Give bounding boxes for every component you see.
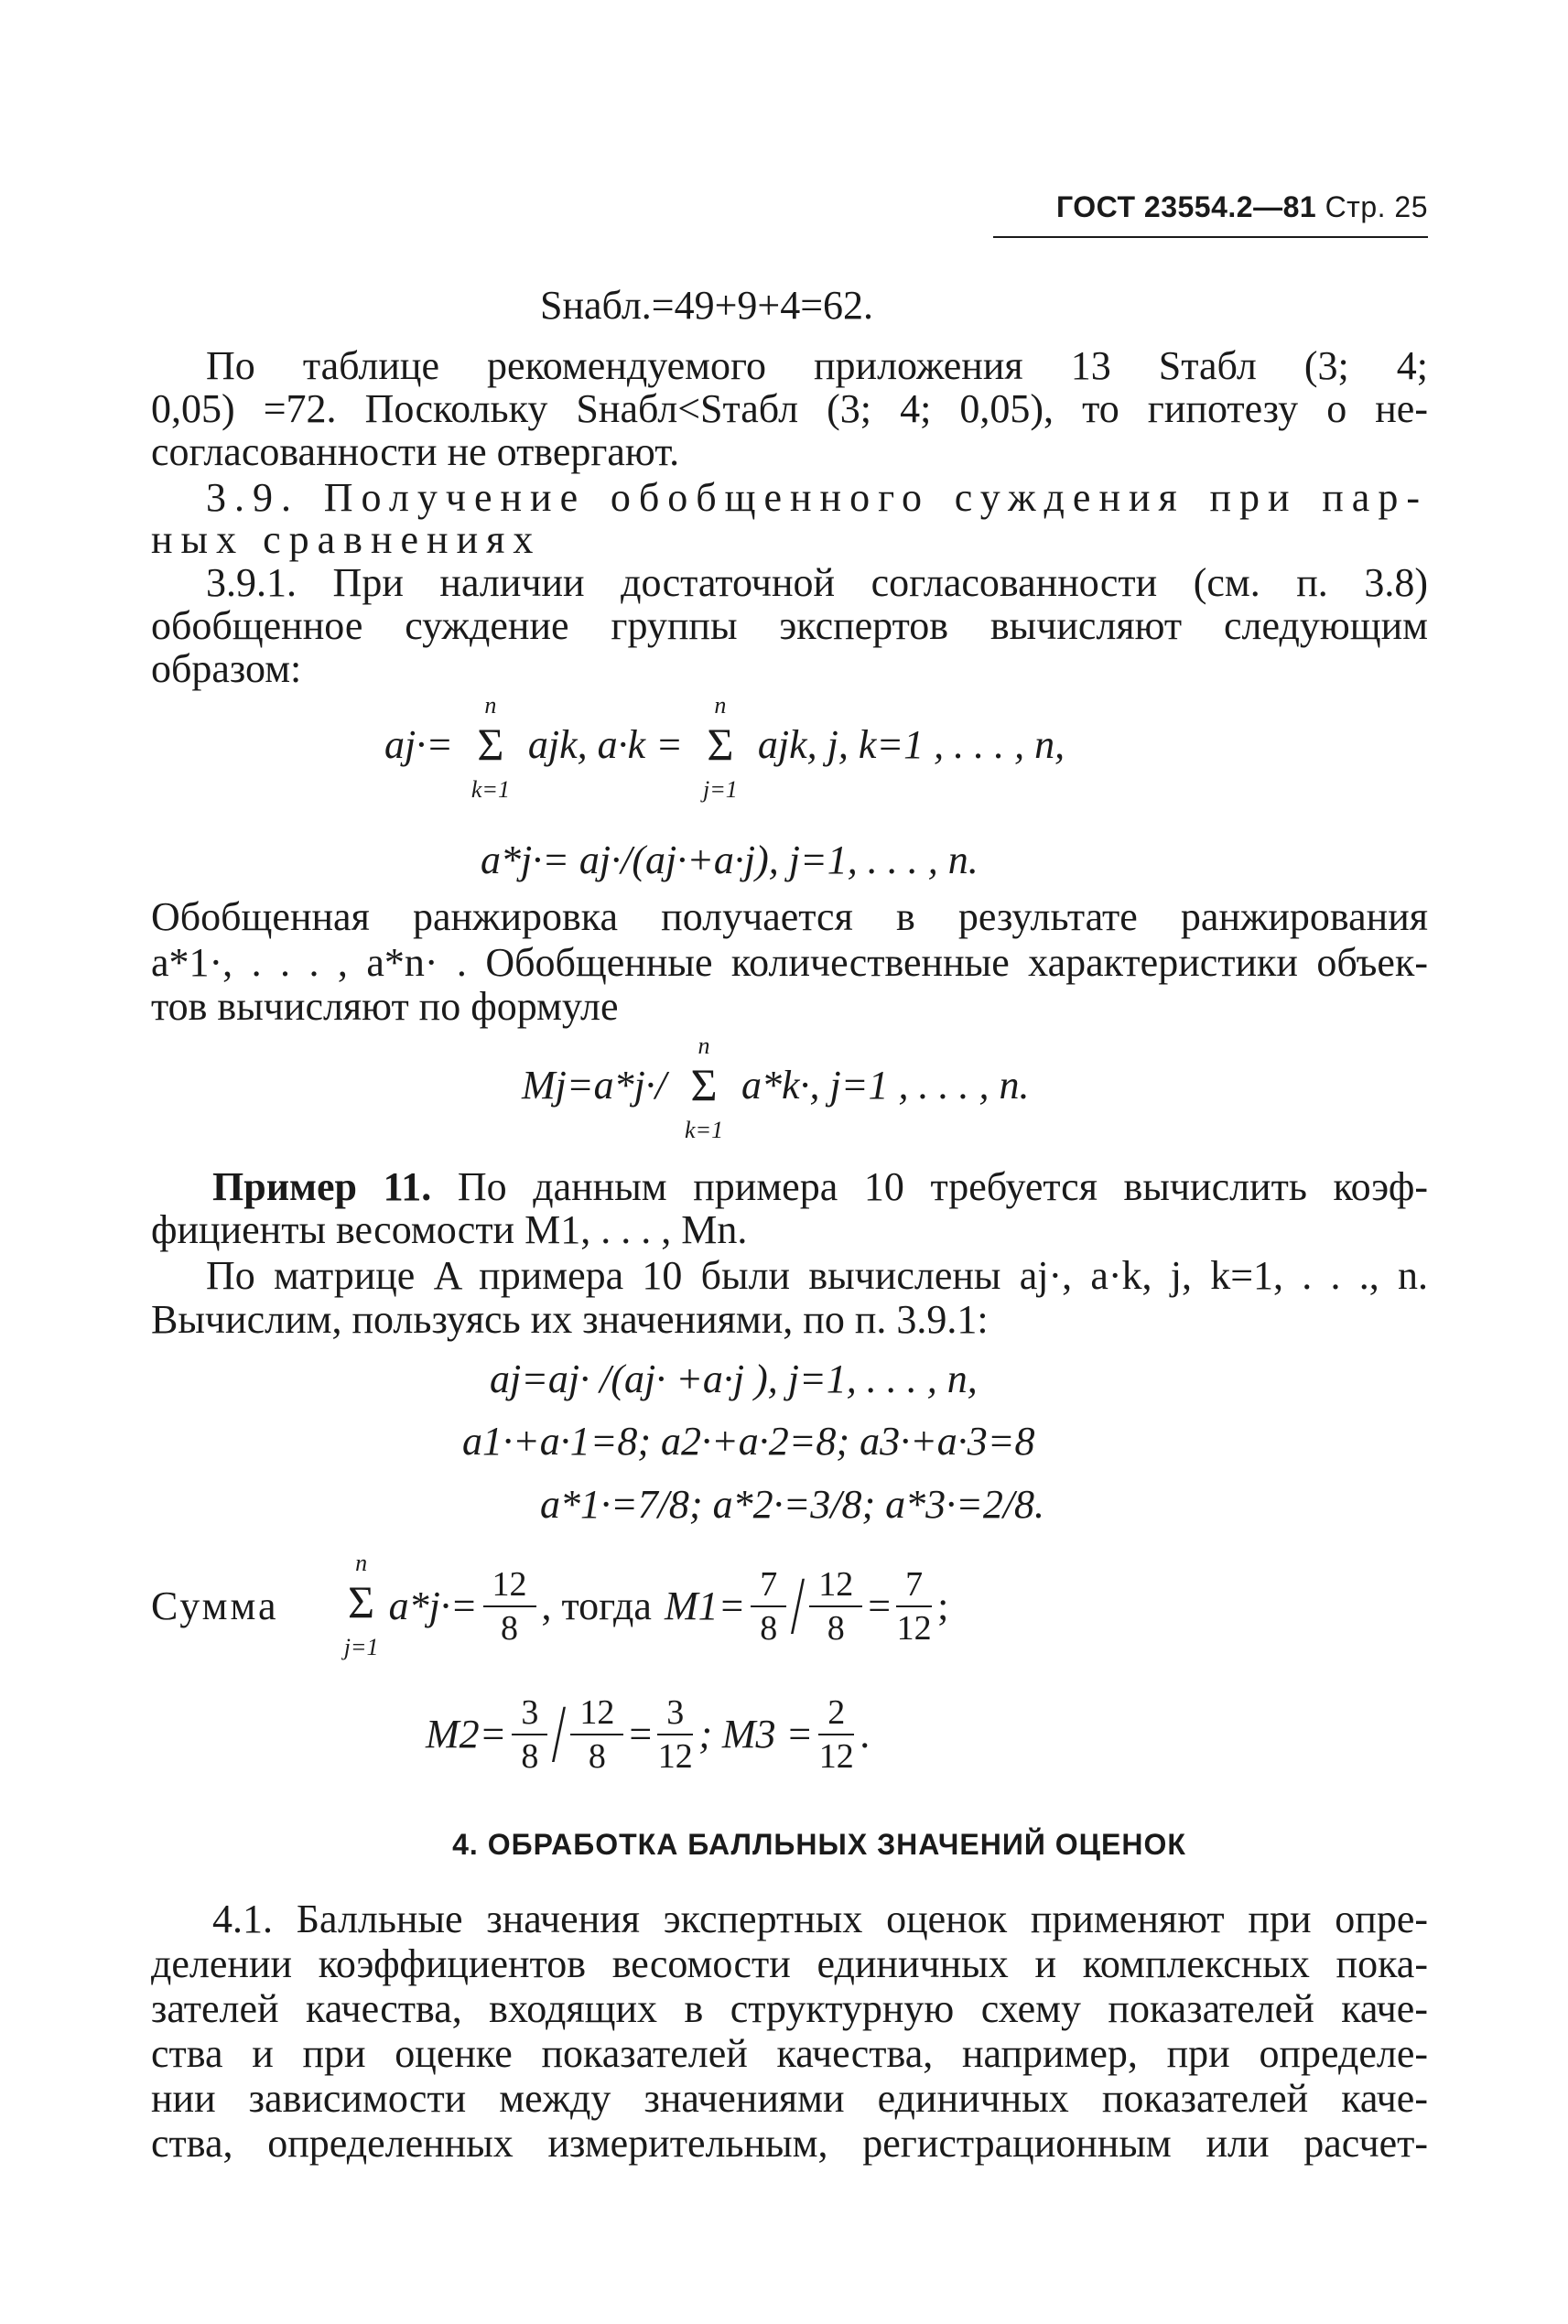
equation-line: aj=aj· /(aj· +a·j ), j=1, . . . , n, <box>490 1357 978 1401</box>
eq-term: ajk, j, k=1 , . . . , n, <box>757 722 1065 768</box>
sum-symbol: n Σ j=1 <box>703 692 738 803</box>
fraction: $\frac{7}{8}$ <box>751 1567 786 1646</box>
section-title: 3.9. Получение обобщенного суждения при пар- <box>206 475 1428 520</box>
equation-weights: Mj=a*j·/ n Σ k=1 a*k·, j=1 , . . . , n. <box>522 1032 1030 1143</box>
fraction: $\frac{7}{12}$ <box>896 1565 932 1648</box>
page-header <box>989 190 1428 224</box>
text-line: a*1·, . . . , a*n· . Обобщенные количественные характеристики объек- <box>151 940 1428 985</box>
equation-line: a1·+a·1=8; a2·+a·2=8; a3·+a·3=8 <box>462 1419 1035 1464</box>
section-title: ных сравнениях <box>151 517 542 562</box>
sum-symbol: n Σ k=1 <box>684 1032 724 1143</box>
text-line: делении коэффициентов весомости единичных и комплексных пока- <box>151 1941 1428 1986</box>
division-slash: / <box>791 1561 806 1651</box>
text-line: Обобщенная ранжировка получается в результате ранжирования <box>151 894 1428 939</box>
text-line: согласованности не отвергают. <box>151 429 680 474</box>
sum-equation: Сумма n Σ j=1 a*j·= $\frac{12}{8}$ , тогда M1= $\frac{7}{8}$ / $\frac{12}{8}$ = $\frac{7}{12}$ ; <box>151 1550 949 1660</box>
fraction: $\frac{12}{8}$ <box>570 1695 623 1774</box>
eq-term: aj·= <box>384 722 463 768</box>
fraction: $\frac{3}{12}$ <box>657 1693 693 1776</box>
text-line: фициенты весомости M1, . . . , Mn. <box>151 1207 748 1252</box>
page-number: Стр. 25 <box>1325 190 1428 223</box>
equation-row-sums <box>384 694 1065 804</box>
equation-normalized: a*j·= aj·/(aj·+a·j), j=1, . . . , n. <box>481 838 979 882</box>
text-line: 3.9.1. При наличии достаточной согласованности (см. п. 3.8) <box>206 560 1428 605</box>
m-equation: M2= $\frac{3}{8}$ / $\frac{12}{8}$ = $\frac{3}{12}$ ; M3 = $\frac{2}{12}$ . <box>426 1689 871 1779</box>
text-line: Вычислим, пользуясь их значениями, по п. 3.9.1: <box>151 1297 989 1342</box>
text-line: 4.1. Балльные значения экспертных оценок применяют при опре- <box>212 1897 1428 1941</box>
text-line: ства и при оценке показателей качества, например, при определе- <box>151 2031 1428 2076</box>
sum-symbol: n Σ j=1 <box>343 1550 379 1660</box>
gost-number: ГОСТ 23554.2—81 <box>1056 190 1317 223</box>
sum-word: Сумма <box>151 1584 279 1628</box>
text-line: По таблице рекомендуемого приложения 13 Sтабл (3; 4; <box>206 343 1428 388</box>
text-line: тов вычисляют по формуле <box>151 984 619 1029</box>
header-rule <box>993 236 1428 238</box>
equation-s-observed: Sнабл.=49+9+4=62. <box>540 283 874 328</box>
example-label: Пример 11. <box>212 1164 432 1209</box>
fraction: $\frac{12}{8}$ <box>483 1567 536 1646</box>
fraction: $\frac{2}{12}$ <box>818 1693 854 1776</box>
equation-line: a*1·=7/8; a*2·=3/8; a*3·=2/8. <box>540 1482 1045 1527</box>
sum-symbol: n Σ k=1 <box>470 692 510 803</box>
fraction: $\frac{12}{8}$ <box>809 1567 862 1646</box>
fraction: $\frac{3}{8}$ <box>512 1695 547 1774</box>
eq-term: ajk, a·k = <box>527 722 693 768</box>
division-slash: / <box>552 1689 567 1779</box>
text-line: зателей качества, входящих в структурную схему показателей каче- <box>151 1986 1428 2031</box>
example-line: Пример 11. По данным примера 10 требуется вычислить коэф- <box>212 1164 1428 1209</box>
text-line: образом: <box>151 646 302 691</box>
text-line: 0,05) =72. Поскольку Sнабл<Sтабл (3; 4; 0,05), то гипотезу о не- <box>151 386 1428 431</box>
text-line: нии зависимости между значениями единичных показателей каче- <box>151 2076 1428 2121</box>
text-line: ства, определенных измерительным, регистрационным или расчет- <box>151 2121 1428 2166</box>
section-heading: 4. ОБРАБОТКА БАЛЛЬНЫХ ЗНАЧЕНИЙ ОЦЕНОК <box>452 1828 1186 1861</box>
text-line: обобщенное суждение группы экспертов вычисляют следующим <box>151 603 1428 648</box>
text-line: По матрице A примера 10 были вычислены aj·, a·k, j, k=1, . . ., n. <box>206 1253 1428 1298</box>
